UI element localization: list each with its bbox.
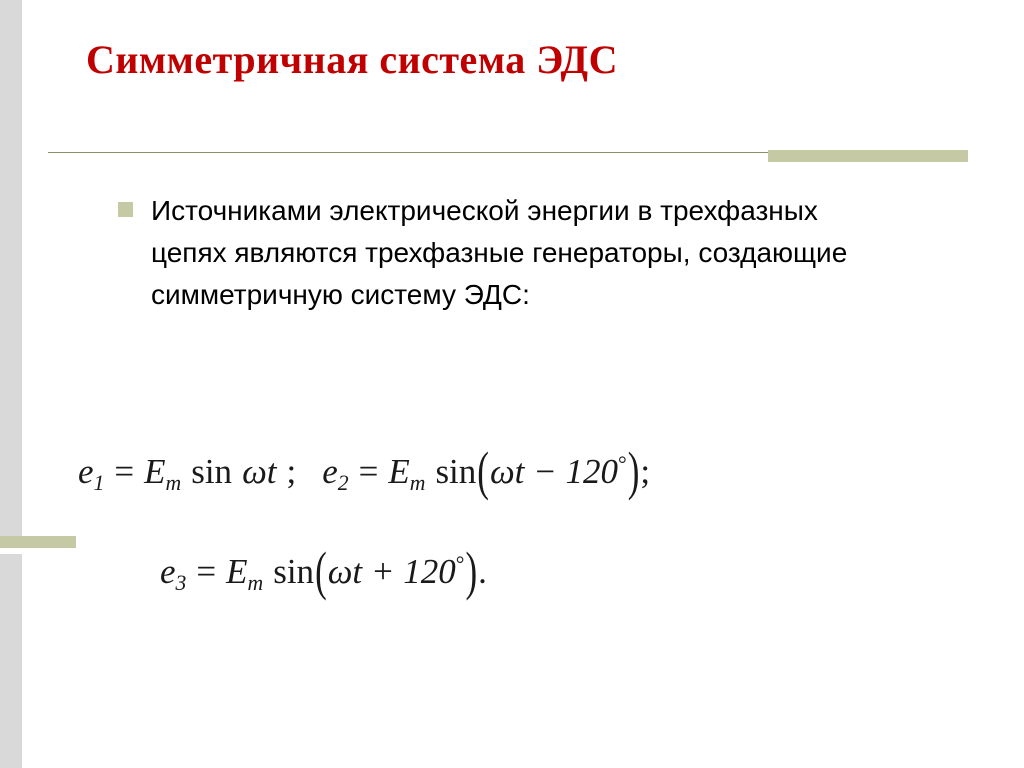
- square-bullet-icon: [118, 202, 133, 217]
- formula-paren-open-2: (: [315, 541, 327, 602]
- formula-amplitude-3: E: [226, 552, 248, 591]
- formula-amplitude-1: E: [144, 452, 166, 491]
- formula-amplitude-index-2: m: [409, 470, 426, 495]
- formula-line-2: [160, 541, 487, 602]
- formula-line1-tail: ;: [640, 452, 651, 491]
- formula-paren-close-2: ): [465, 541, 478, 602]
- formula-equals-3: =: [196, 552, 217, 591]
- left-accent-underline: [0, 548, 76, 554]
- formula-e3-symbol: e: [160, 552, 176, 591]
- formula-paren-open-1: (: [477, 441, 489, 502]
- bullet-list-item: [118, 190, 878, 316]
- formula-arg-2: ωt − 120: [489, 452, 619, 491]
- formula-sin-2: sin: [435, 452, 477, 491]
- title-divider-accent: [768, 150, 968, 162]
- formula-sin-1: sin: [191, 452, 233, 491]
- formula-e2-symbol: e: [322, 452, 338, 491]
- formula-e1-index: 1: [93, 470, 105, 495]
- left-accent-block: [0, 536, 76, 548]
- formula-arg-3: ωt + 120: [327, 552, 456, 591]
- formula-e2-index: 2: [337, 470, 349, 495]
- formula-paren-close-1: ): [627, 441, 640, 502]
- formula-equals-2: =: [358, 452, 379, 491]
- bullet-item-label: Источниками электрической энергии в трехфазных цепях являются трехфазные генераторы, создающие симметричную систему ЭДС:: [151, 195, 848, 310]
- page-title: Симметричная система ЭДС: [86, 37, 618, 82]
- formula-separator: ;: [286, 452, 297, 491]
- formula-amplitude-index-3: m: [247, 570, 264, 595]
- formula-amplitude-2: E: [388, 452, 410, 491]
- formula-e1-symbol: e: [78, 452, 94, 491]
- formula-degree-2: °: [455, 552, 465, 577]
- formula-line2-tail: .: [478, 552, 487, 591]
- formula-e3-index: 3: [175, 570, 187, 595]
- formula-degree-1: °: [618, 452, 627, 477]
- formula-amplitude-index-1: m: [165, 470, 182, 495]
- formula-line-1: [78, 441, 651, 502]
- left-strip-gap: [22, 0, 30, 768]
- left-decorative-strip: [0, 0, 22, 768]
- formula-equals-1: =: [114, 452, 135, 491]
- formula-arg-1: ωt: [242, 452, 277, 491]
- formula-sin-3: sin: [273, 552, 315, 591]
